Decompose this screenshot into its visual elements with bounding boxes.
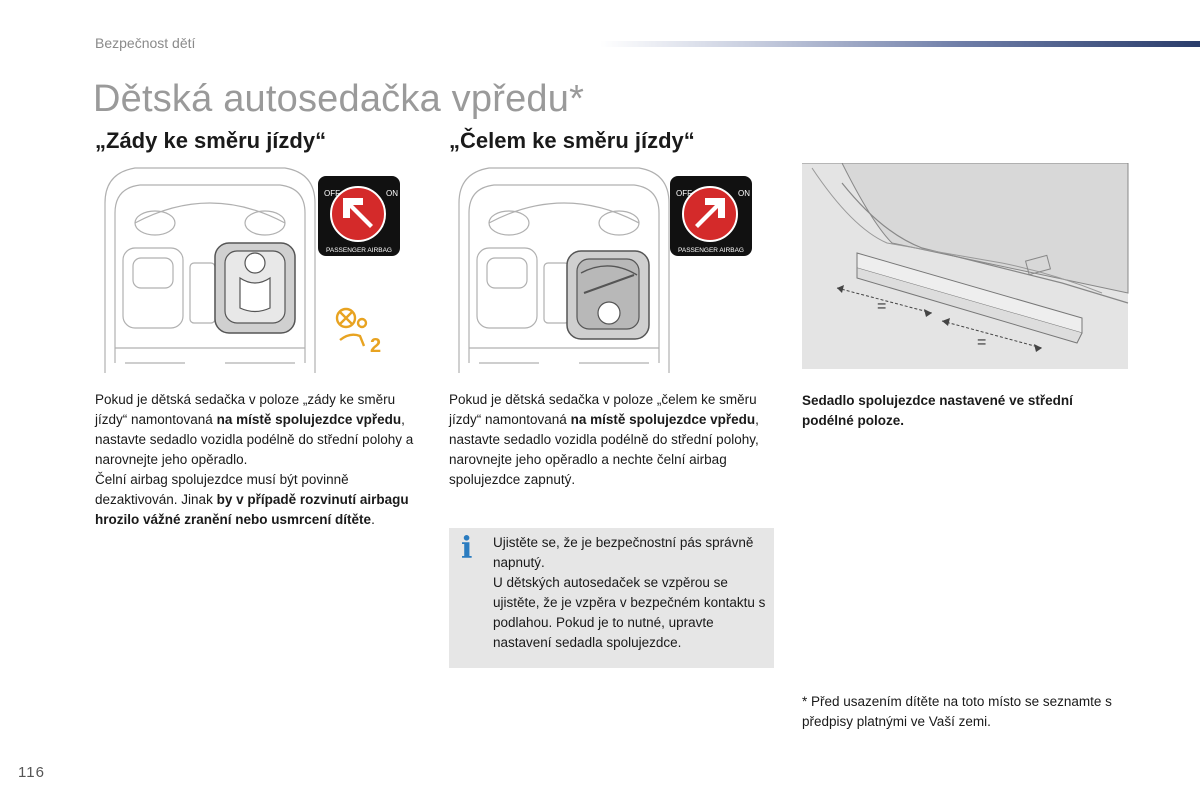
section-label: Bezpečnost dětí xyxy=(95,35,196,51)
badge-on-label: ON xyxy=(738,189,750,198)
header-bar xyxy=(600,41,1200,47)
footnote: * Před usazením dítěte na toto místo se seznamte s předpisy platnými ve Vaší zemi. xyxy=(802,694,1112,729)
rear-facing-text-2: , nastavte sedadlo vozidla podélně do střední polohy a narovnejte jeho opěradlo. xyxy=(95,412,414,467)
badge-airbag-label: PASSENGER AIRBAG xyxy=(326,247,392,254)
airbag-off-warning-icon xyxy=(332,306,388,354)
column-title-rear-facing: „Zády ke směru jízdy“ xyxy=(95,128,327,153)
rear-facing-text-bold-1: na místě spolujezdce vpředu xyxy=(216,412,402,427)
badge-off-label: OFF xyxy=(324,189,340,198)
seat-rail-caption: Sedadlo spolujezdce nastavené ve střední podélné poloze. xyxy=(802,393,1073,428)
rear-facing-text-3: Čelní airbag spolujezdce musí být povinně dezaktivován. Jinak xyxy=(95,472,349,507)
passenger-airbag-on-badge xyxy=(670,176,752,256)
forward-facing-instructions xyxy=(449,390,759,490)
badge-on-label: ON xyxy=(386,189,398,198)
forward-facing-text-2: , nastavte sedadlo vozidla podélně do střední polohy, narovnejte jeho opěradlo a nechte čelní airbag spolujezdce zapnutý. xyxy=(449,412,759,487)
passenger-airbag-off-badge xyxy=(318,176,400,256)
rear-facing-text-bold-2: by v případě rozvinutí airbagu hrozilo vážné zranění nebo usmrcení dítěte xyxy=(95,492,409,527)
forward-facing-text-bold-1: na místě spolujezdce vpředu xyxy=(570,412,756,427)
rear-facing-text-4: . xyxy=(371,512,375,527)
rear-facing-instructions xyxy=(95,390,425,530)
seat-rail-illustration xyxy=(802,163,1132,373)
badge-airbag-label: PASSENGER AIRBAG xyxy=(678,247,744,254)
page-title: Dětská autosedačka vpředu* xyxy=(93,78,585,120)
warning-badge-number: 2 xyxy=(370,335,382,354)
rear-facing-text-1: Pokud je dětská sedačka v poloze „zády ke směru jízdy“ namontovaná xyxy=(95,392,396,427)
column-title-forward-facing: „Čelem ke směru jízdy“ xyxy=(449,128,695,153)
equals-sign-2: = xyxy=(977,334,987,351)
info-icon: i xyxy=(461,531,473,566)
info-box-text: Ujistěte se, že je bezpečnostní pás správně napnutý. U dětských autosedaček se vzpěrou se ujistěte, že je vzpěra v bezpečném kontaktu s podlahou. Pokud je to nutné, upravte nastavení sedadla spolujezdce. xyxy=(493,535,766,650)
badge-off-label: OFF xyxy=(676,189,692,198)
equals-sign-1: = xyxy=(877,298,887,315)
page-number: 116 xyxy=(18,764,45,781)
forward-facing-text-1: Pokud je dětská sedačka v poloze „čelem ke směru jízdy“ namontovaná xyxy=(449,392,757,427)
